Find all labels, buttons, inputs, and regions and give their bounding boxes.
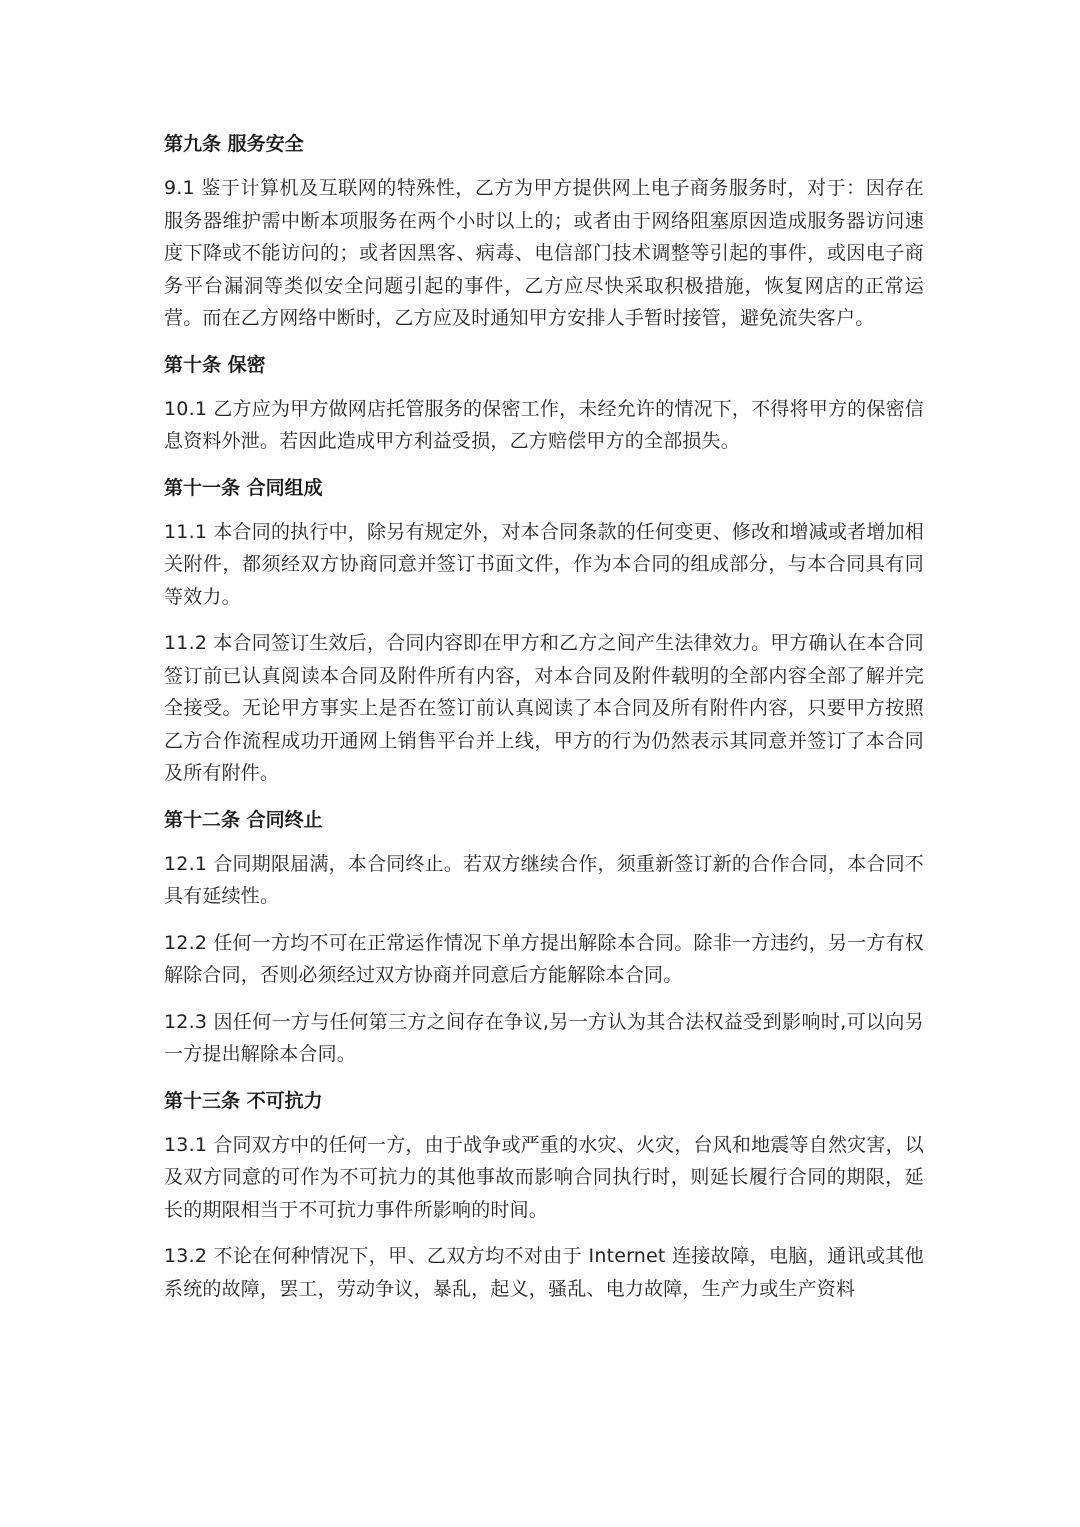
document-page [164, 128, 924, 1319]
section-13 [164, 1085, 924, 1306]
clause-12-3: 12.3 因任何一方与任何第三方之间存在争议,另一方认为其合法权益受到影响时,可以向另一方提出解除本合同。 [164, 1010, 924, 1065]
clause-12-1: 12.1 合同期限届满，本合同终止。若双方继续合作，须重新签订新的合作合同，本合同不具有延续性。 [164, 852, 924, 907]
section-12 [164, 804, 924, 1071]
section-heading: 第十二条 合同终止 [164, 808, 323, 831]
section-9 [164, 128, 924, 335]
section-heading: 第十一条 合同组成 [164, 476, 323, 499]
clause-11-1: 11.1 本合同的执行中，除另有规定外，对本合同条款的任何变更、修改和增减或者增加相关附件，都须经双方协商同意并签订书面文件，作为本合同的组成部分，与本合同具有同等效力。 [164, 520, 924, 608]
clause-13-2: 13.2 不论在何种情况下，甲、乙双方均不对由于 Internet 连接故障，电脑，通讯或其他系统的故障，罢工，劳动争议，暴乱，起义，骚乱、电力故障，生产力或生产资料 [164, 1245, 924, 1300]
section-heading: 第九条 服务安全 [164, 133, 304, 155]
clause-9-1: 9.1 鉴于计算机及互联网的特殊性，乙方为甲方提供网上电子商务服务时，对于：因存在服务器维护需中断本项服务在两个小时以上的；或者由于网络阻塞原因造成服务器访问速度下降或不能访问的；或者因黑客、病毒、电信部门技术调整等引起的事件，或因电子商务平台漏洞等类似安全问题引起的事件，乙方应尽快采取积极措施，恢复网店的正常运营。而在乙方网络中断时，乙方应及时通知甲方安排人手暂时接管，避免流失客户。 [164, 177, 924, 329]
clause-10-1: 10.1 乙方应为甲方做网店托管服务的保密工作，未经允许的情况下，不得将甲方的保密信息资料外泄。若因此造成甲方利益受损，乙方赔偿甲方的全部损失。 [164, 397, 924, 452]
section-heading: 第十条 保密 [164, 353, 266, 376]
section-11 [164, 472, 924, 790]
clause-12-2: 12.2 任何一方均不可在正常运作情况下单方提出解除本合同。除非一方违约，另一方有权解除合同，否则必须经过双方协商并同意后方能解除本合同。 [164, 931, 924, 986]
section-10 [164, 349, 924, 458]
section-heading: 第十三条 不可抗力 [164, 1089, 323, 1112]
clause-11-2: 11.2 本合同签订生效后，合同内容即在甲方和乙方之间产生法律效力。甲方确认在本合同签订前已认真阅读本合同及附件所有内容，对本合同及附件载明的全部内容全部了解并完全接受。无论甲方事实上是否在签订前认真阅读了本合同及所有附件内容，只要甲方按照乙方合作流程成功开通网上销售平台并上线，甲方的行为仍然表示其同意并签订了本合同及所有附件。 [164, 632, 924, 784]
clause-13-1: 13.1 合同双方中的任何一方，由于战争或严重的水灾、火灾，台风和地震等自然灾害，以及双方同意的可作为不可抗力的其他事故而影响合同执行时，则延长履行合同的期限，延长的期限相当于不可抗力事件所影响的时间。 [164, 1133, 924, 1221]
